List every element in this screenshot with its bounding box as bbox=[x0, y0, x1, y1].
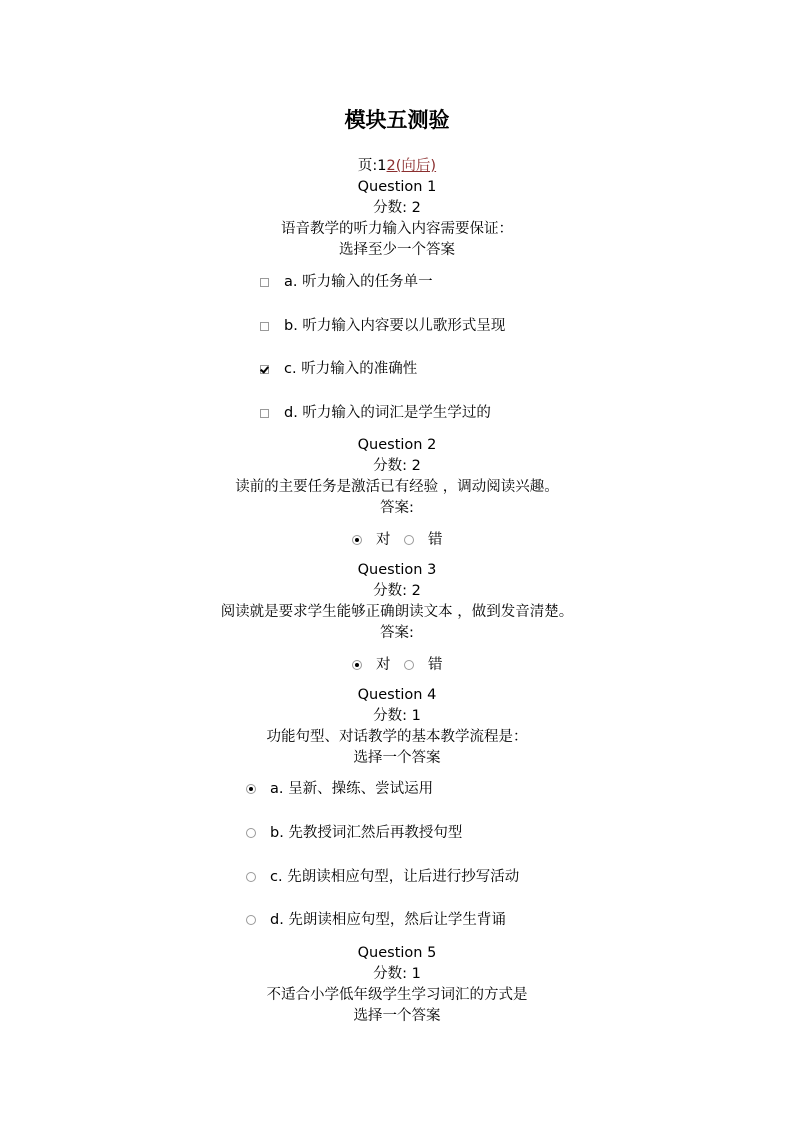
question-2-text: 读前的主要任务是激活已有经验 ，调动阅读兴趣。 bbox=[235, 479, 559, 495]
option-d-label: d. 听力输入的词汇是学生学过的 bbox=[284, 405, 491, 421]
pager bbox=[0, 156, 794, 176]
option-a-label: a. 听力输入的任务单一 bbox=[284, 274, 433, 290]
question-4-option-d[interactable] bbox=[246, 910, 506, 930]
option-d-radio[interactable] bbox=[246, 915, 256, 925]
option-a-radio[interactable] bbox=[246, 784, 256, 794]
question-3-number: Question 3 bbox=[357, 562, 437, 578]
question-1-score: 分数: 2 bbox=[373, 200, 421, 216]
question-2-number: Question 2 bbox=[357, 437, 437, 453]
question-4-option-a[interactable] bbox=[246, 779, 433, 799]
question-1-option-a[interactable] bbox=[260, 272, 433, 292]
option-b-radio[interactable] bbox=[246, 828, 256, 838]
pager-label: 页:1 bbox=[357, 158, 387, 174]
option-c-radio[interactable] bbox=[246, 872, 256, 882]
option-b-label: b. 先教授词汇然后再教授句型 bbox=[270, 825, 463, 841]
question-4-option-b[interactable] bbox=[246, 823, 462, 843]
question-5-number: Question 5 bbox=[357, 945, 437, 961]
question-1-option-c[interactable] bbox=[260, 359, 417, 379]
page-title: 模块五测验 bbox=[344, 107, 450, 132]
question-2-answer-label: 答案: bbox=[380, 500, 414, 516]
next-page-link[interactable]: 2(向后) bbox=[386, 158, 437, 174]
question-3-text: 阅读就是要求学生能够正确朗读文本 ，做到发音清楚。 bbox=[220, 604, 574, 620]
question-1-option-d[interactable] bbox=[260, 403, 491, 423]
question-1-instruction: 选择至少一个答案 bbox=[339, 242, 455, 258]
question-3-true-option[interactable] bbox=[352, 655, 391, 675]
question-5-text: 不适合小学低年级学生学习词汇的方式是 bbox=[266, 987, 528, 1003]
question-3-true-label: 对 bbox=[376, 657, 391, 673]
question-2-false-radio[interactable] bbox=[404, 535, 414, 545]
option-a-checkbox[interactable] bbox=[260, 278, 269, 287]
question-2-false-label: 错 bbox=[428, 532, 443, 548]
option-c-checkbox[interactable] bbox=[260, 365, 269, 374]
question-3-false-option[interactable] bbox=[404, 655, 443, 675]
question-1-option-b[interactable] bbox=[260, 316, 505, 336]
question-4-score: 分数: 1 bbox=[373, 708, 421, 724]
option-a-label: a. 呈新、操练、尝试运用 bbox=[270, 781, 434, 797]
option-d-label: d. 先朗读相应句型，然后让学生背诵 bbox=[270, 912, 506, 928]
question-2-true-label: 对 bbox=[376, 532, 391, 548]
option-d-checkbox[interactable] bbox=[260, 409, 269, 418]
question-2-score: 分数: 2 bbox=[373, 458, 421, 474]
option-c-label: c. 听力输入的准确性 bbox=[284, 361, 418, 377]
question-3-score: 分数: 2 bbox=[373, 583, 421, 599]
question-4-text: 功能句型、对话教学的基本教学流程是： bbox=[266, 729, 528, 745]
option-b-label: b. 听力输入内容要以儿歌形式呈现 bbox=[284, 318, 506, 334]
question-2-true-option[interactable] bbox=[352, 530, 391, 550]
question-2-false-option[interactable] bbox=[404, 530, 443, 550]
question-3-answer-label: 答案: bbox=[380, 625, 414, 641]
question-3-false-label: 错 bbox=[428, 657, 443, 673]
option-b-checkbox[interactable] bbox=[260, 322, 269, 331]
question-4-option-c[interactable] bbox=[246, 867, 519, 887]
question-1-number: Question 1 bbox=[357, 179, 437, 195]
question-2-true-radio[interactable] bbox=[352, 535, 362, 545]
question-3-false-radio[interactable] bbox=[404, 660, 414, 670]
question-4-number: Question 4 bbox=[357, 687, 437, 703]
question-1-text: 语音教学的听力输入内容需要保证： bbox=[281, 221, 513, 237]
question-3-true-radio[interactable] bbox=[352, 660, 362, 670]
question-4-instruction: 选择一个答案 bbox=[353, 750, 441, 766]
question-5-score: 分数: 1 bbox=[373, 966, 421, 982]
question-5-instruction: 选择一个答案 bbox=[353, 1008, 441, 1024]
option-c-label: c. 先朗读相应句型，让后进行抄写活动 bbox=[270, 869, 520, 885]
